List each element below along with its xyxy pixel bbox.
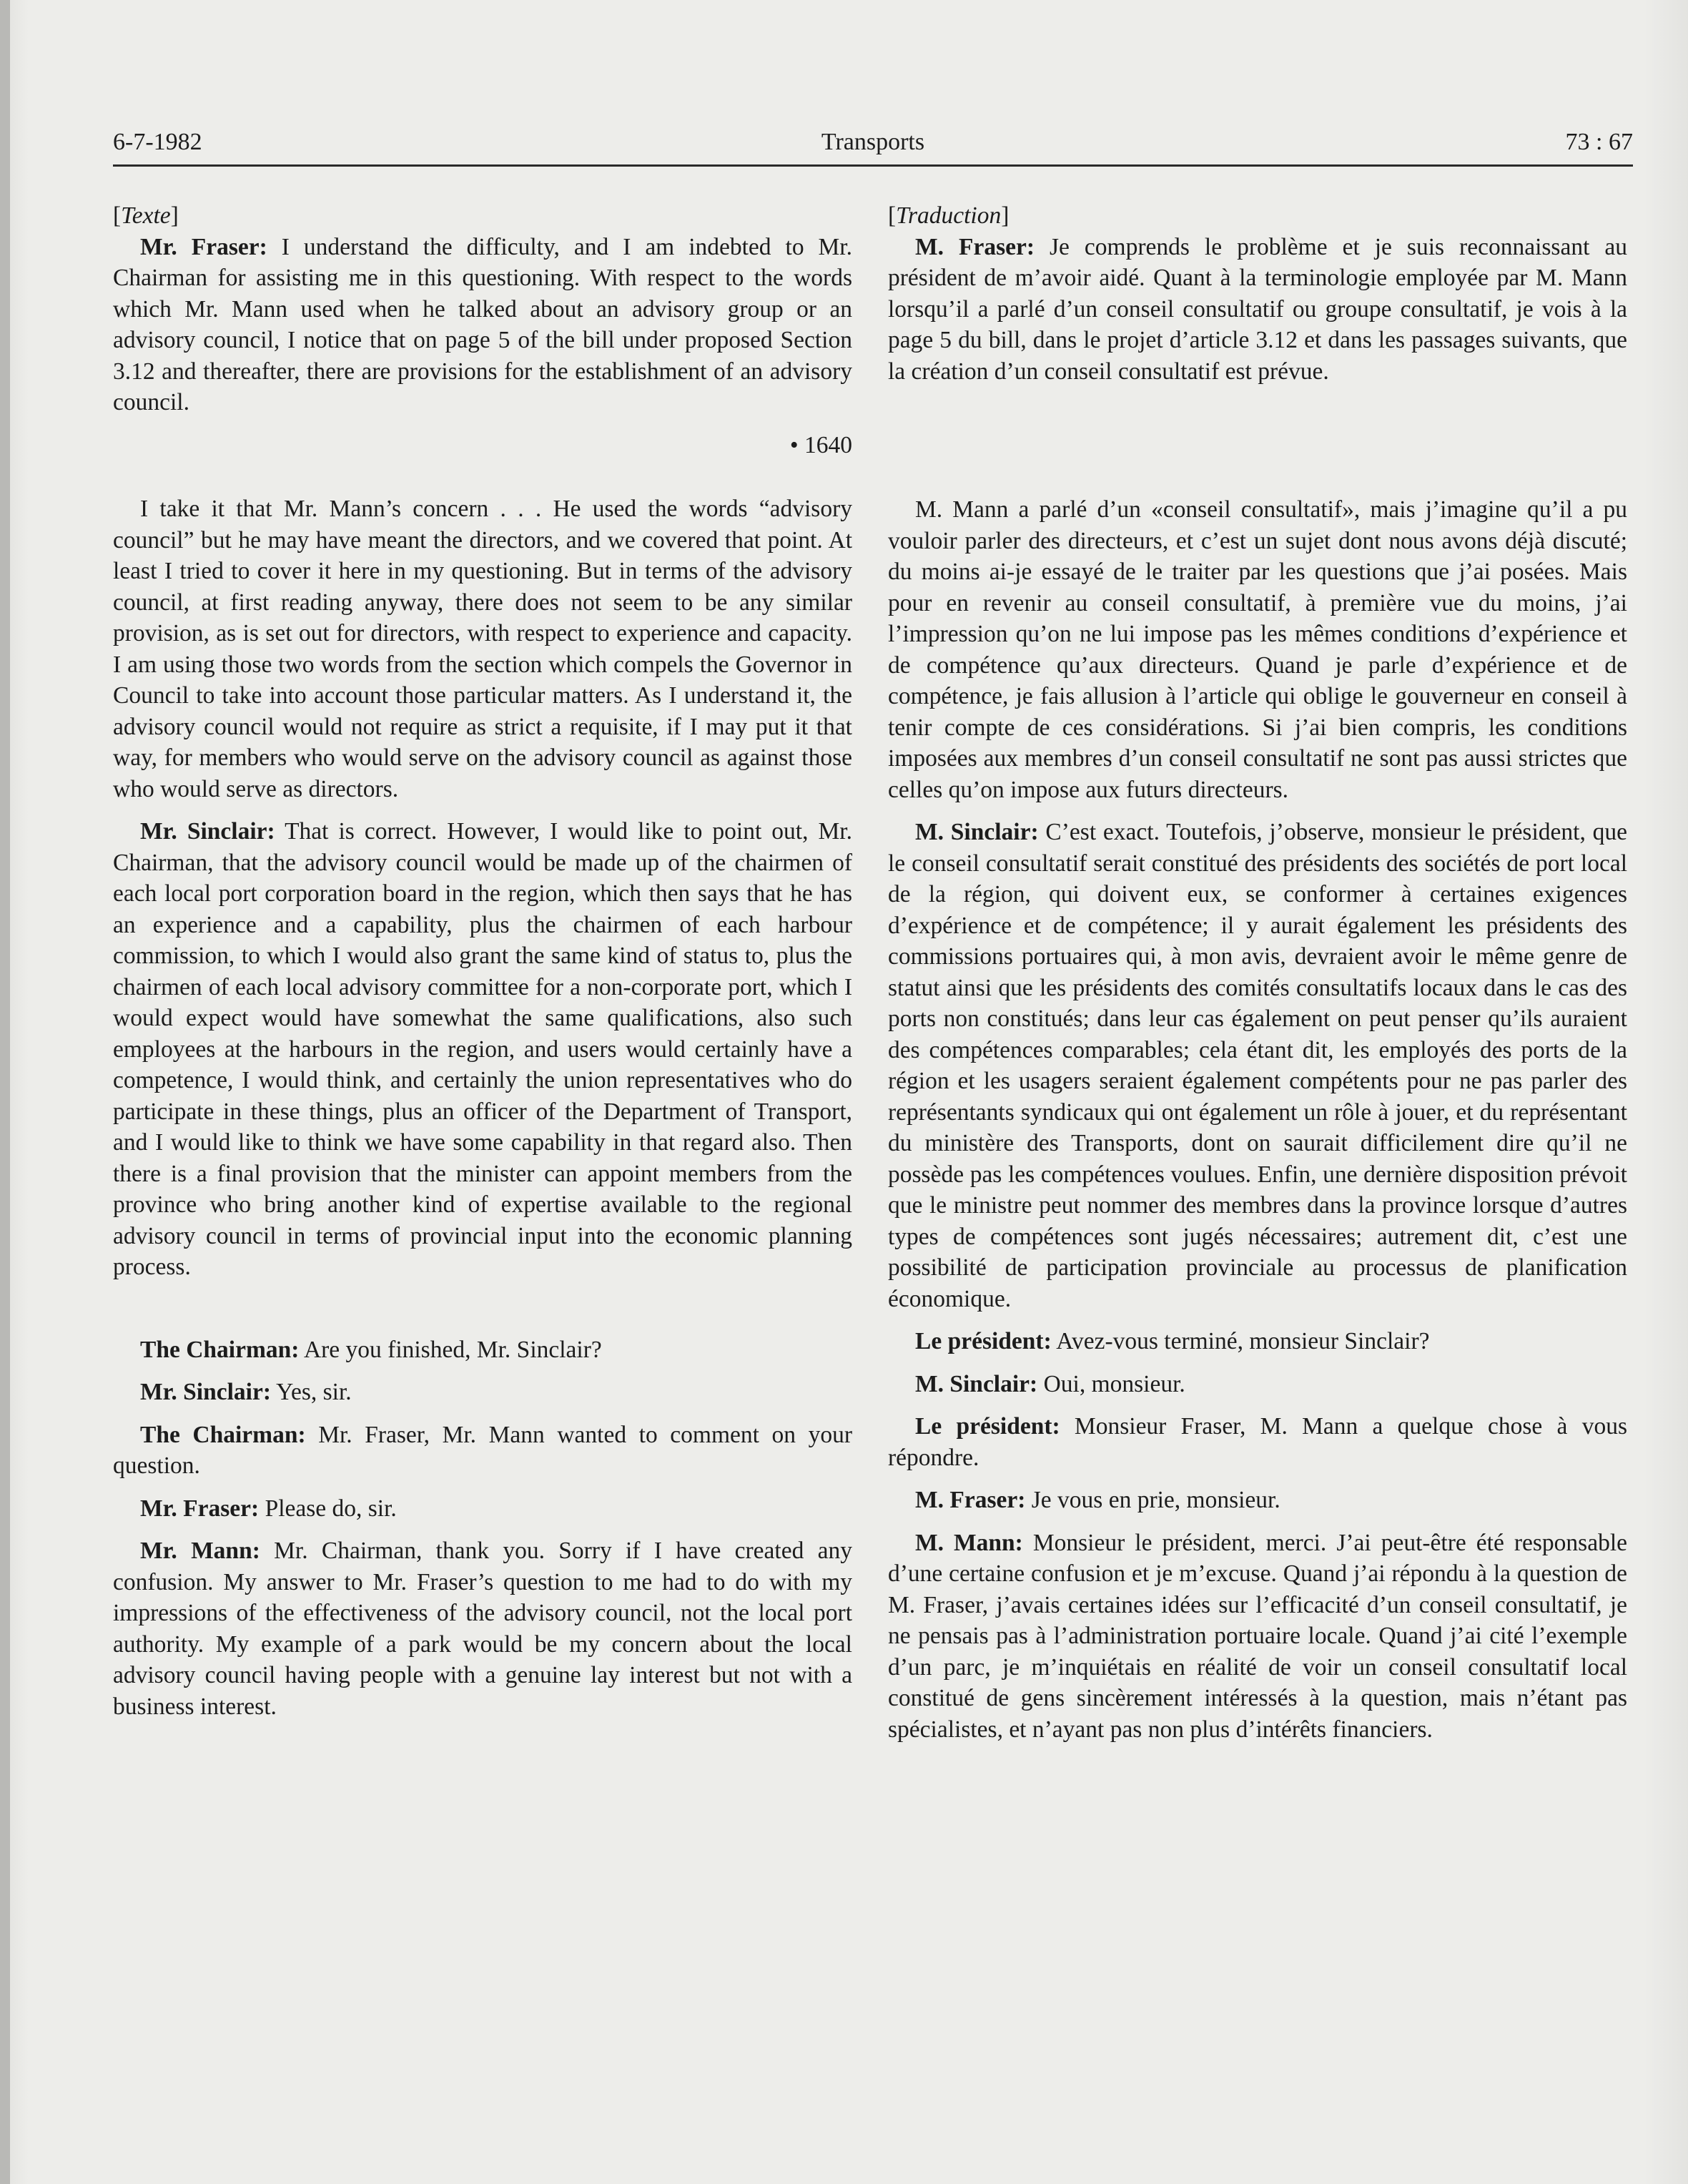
paragraph-text: Please do, sir. (259, 1495, 397, 1522)
time-marker: • 1640 (789, 431, 852, 458)
paragraph-text: Avez-vous terminé, monsieur Sinclair? (1051, 1328, 1430, 1354)
paragraph (888, 1485, 1627, 1516)
running-header (113, 124, 1633, 167)
paragraph-text: Je comprends le problème et je suis reconnaissant au président de m’avoir aidé. Quant à la terminologie employée par M. Mann lorsqu’il a parlé d’un conseil consultatif ou groupe consultatif, je vois à la page 5 du bill, dans le projet d’article 3.12 et dans les passages suivants, que la création d’un conseil consultatif est prévue. (888, 233, 1627, 385)
paragraph-text: That is correct. However, I would like to point out, Mr. Chairman, that the advisory council would be made up of the chairmen of each local port corporation board in the region, which then says that he has an experience and a capability, plus the chairmen of each harbour commission, to which I would also grant the same kind of status to, plus the chairmen of each local advisory committee for a non-corporate port, which I would expect would have somewhat the same qualifications, also such employees at the harbours in the region, and users would certainly have a competence, I would think, and certainly the union representatives who do participate in these things, plus an officer of the Department of Transport, and I would like to think we have some capability in that regard also. Then there is a final provision that the minister can appoint members from the province who bring another kind of expertise available to the regional advisory council in terms of provincial input into the economic planning process. (113, 818, 852, 1280)
header-page-number: 73 : 67 (1565, 129, 1633, 155)
speaker-name: Mr. Sinclair: (140, 1379, 271, 1405)
paragraph-text: C’est exact. Toutefois, j’observe, monsieur le président, que le conseil consultatif serait constitué des présidents des sociétés de port local de la région, qui doivent eux, se conformer à certaines exigences d’expérience et de compétence; il y aurait également les présidents des commissions portuaires qui, à mon avis, devraient avoir le même genre de statut ainsi que les présidents des comités consultatifs locaux dans le cas des ports non constitués; dans leur cas également on peut penser qu’ils auraient des compétences comparables; cela étant dit, les employés des ports de la région et les usagers seraient également compétents pour ne pas parler des représentants syndicaux qui ont également un rôle à jouer, et du représentant du ministère des Transports, dont on saurait difficilement dire qu’il ne possède pas les compétences voulues. Enfin, une dernière disposition prévoit que le ministre peut nommer des membres dans la province lorsque d’autres types de compétences sont jugés nécessaires; autrement dit, c’est une possibilité de participation provinciale au processus de planification économique. (888, 819, 1627, 1312)
language-label: [Texte] (113, 202, 179, 229)
english-column (113, 200, 852, 1722)
paragraph-text: Mr. Chairman, thank you. Sorry if I have created any confusion. My answer to Mr. Fraser’s question to me had to do with my impressions of the effectiveness of the advisory council, not the local port authority. My example of a park would be my concern about the local advisory council having people with a genuine lay interest but not with a business interest. (113, 1538, 852, 1720)
header-title: Transports (821, 129, 925, 155)
paragraph: I take it that Mr. Mann’s concern . . . He used the words “advisory council” but he may have meant the directors, and we covered that point. At least I tried to cover it here in my questioning. But in terms of the advisory council, at first reading anyway, there does not seem to be any similar provision, as is set out for directors, with respect to experience and capacity. I am using those two words from the section which compels the Governor in Council to take into account those particular matters. As I understand it, the advisory council would not require as strict a requisite, if I may put it that way, for members who would serve on the advisory council as against those who would serve as directors. (113, 496, 852, 802)
paragraph (113, 1493, 852, 1525)
speaker-name: M. Mann: (915, 1529, 1023, 1556)
speaker-name: M. Fraser: (915, 233, 1035, 260)
speaker-name: The Chairman: (140, 1336, 300, 1363)
paragraph-text: Oui, monsieur. (1037, 1370, 1185, 1397)
paragraph (113, 1377, 852, 1408)
paragraph-text: Mr. Fraser, Mr. Mann wanted to comment on your question. (113, 1421, 852, 1479)
speaker-name: Mr. Fraser: (140, 233, 267, 260)
paragraph (113, 816, 852, 1283)
speaker-name: Mr. Fraser: (140, 1495, 260, 1522)
paragraph-text: Monsieur Fraser, M. Mann a quelque chose à vous répondre. (888, 1413, 1627, 1471)
speaker-name: Le président: (915, 1328, 1052, 1354)
speaker-name: Mr. Mann: (140, 1538, 260, 1564)
speaker-name: M. Sinclair: (915, 1370, 1038, 1397)
paragraph-text: Monsieur le président, merci. J’ai peut-être été responsable d’une certaine confusion et je m’excuse. Quand j’ai répondu à la question de M. Fraser, j’avais certaines idées sur l’efficacité d’un conseil consultatif, je ne pensais pas à l’administration portuaire locale. Quand j’ai cité l’exemple d’un parc, je m’inquiétais en réalité de voir un conseil consultatif local constitué de gens sincèrement intéressés à la question, mais n’étant pas spécialistes, et n’ayant pas non plus d’intérêts financiers. (888, 1529, 1627, 1743)
paragraph-text: Are you finished, Mr. Sinclair? (299, 1336, 602, 1363)
paragraph (113, 232, 852, 418)
paragraph (113, 1420, 852, 1482)
paragraph (113, 1535, 852, 1722)
language-label: [Traduction] (888, 202, 1010, 229)
speaker-name: Le président: (915, 1413, 1060, 1440)
paragraph (113, 1334, 852, 1366)
paragraph (888, 1369, 1627, 1400)
paragraph (888, 817, 1627, 1314)
paragraph (888, 232, 1627, 388)
paragraph: M. Mann a parlé d’un «conseil consultatif», mais j’imagine qu’il a pu vouloir parler des directeurs, et c’est un sujet dont nous avons déjà discuté; du moins ai-je essayé de le traiter par les questions que j’ai posées. Mais pour en revenir au conseil consultatif, à première vue du moins, j’ai l’impression qu’on ne lui impose pas les mêmes conditions d’expérience et de compétence qu’aux directeurs. Quand je parle d’expérience et de compétence, je fais allusion à l’article qui oblige le gouverneur en conseil à tenir compte de ces considérations. Si j’ai bien compris, les conditions imposées aux membres d’un conseil consultatif ne sont pas aussi strictes que celles qu’on impose aux futurs directeurs. (888, 496, 1627, 803)
speaker-name: The Chairman: (140, 1421, 306, 1448)
paragraph (888, 1326, 1627, 1357)
header-date: 6-7-1982 (113, 129, 202, 155)
speaker-name: Mr. Sinclair: (140, 818, 275, 845)
speaker-name: M. Sinclair: (915, 819, 1039, 845)
paragraph-text: Yes, sir. (271, 1379, 352, 1405)
paragraph-text: Je vous en prie, monsieur. (1025, 1487, 1280, 1513)
speaker-name: M. Fraser: (915, 1487, 1026, 1513)
french-column (888, 200, 1627, 1745)
paragraph (888, 1411, 1627, 1473)
binding-edge (0, 0, 10, 2184)
paragraph (888, 1528, 1627, 1746)
paragraph-text: I understand the difficulty, and I am indebted to Mr. Chairman for assisting me in this questioning. With respect to the words which Mr. Mann used when he talked about an advisory group or an advisory council, I notice that on page 5 of the bill under proposed Section 3.12 and thereafter, there are provisions for the establishment of an advisory council. (113, 233, 852, 415)
